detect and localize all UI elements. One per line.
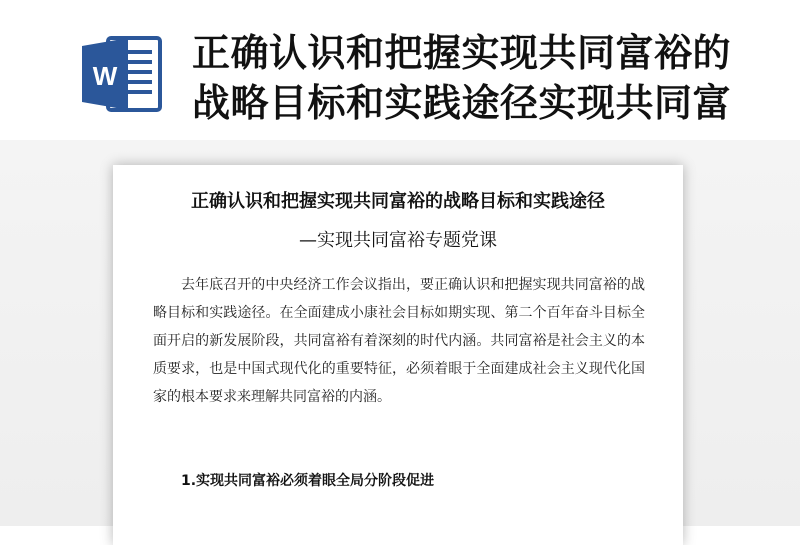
section-heading: 1.实现共同富裕必须着眼全局分阶段促进 (181, 473, 435, 489)
banner (0, 0, 800, 140)
document-subtitle: —实现共同富裕专题党课 (299, 230, 497, 251)
banner-title: 正确认识和把握实现共同富裕的 战略目标和实践途径实现共同富 (192, 31, 732, 125)
svg-text:W: W (92, 61, 118, 91)
document-page (113, 165, 683, 545)
document-title: 正确认识和把握实现共同富裕的战略目标和实践途径 (191, 191, 605, 212)
word-document-icon (80, 34, 164, 114)
document-paragraph: 去年底召开的中央经济工作会议指出，要正确认识和把握实现共同富裕的战略目标和实践途径。在全面建成小康社会目标如期实现、第二个百年奋斗目标全面开启的新发展阶段，共同富裕有着深刻的时代内涵。共同富裕是社会主义的本质要求，也是中国式现代化的重要特征，必须着眼于全面建成社会主义现代化国家的根本要求来理解共同富裕的内涵。 (153, 277, 645, 405)
